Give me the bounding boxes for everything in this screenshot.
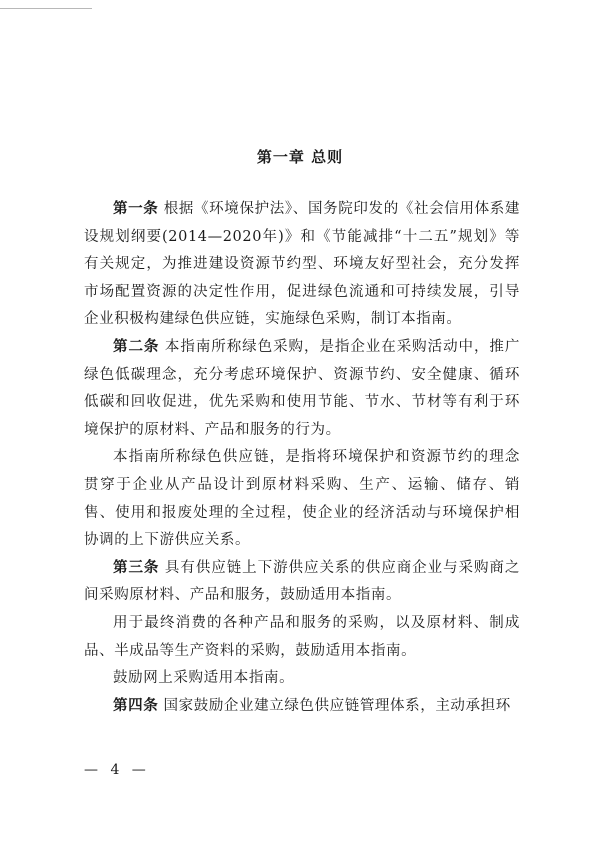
chapter-title: 第一章 总则 [256,148,344,166]
body-text [84,196,520,720]
paragraph-article-2 [84,334,520,444]
paragraph-article-3-cont-1 [84,610,520,665]
paragraph-article-1 [84,196,520,334]
paragraph-text: 根据《环境保护法》、国务院印发的《社会信用体系建设规划纲要(2014—2020年)》和《节能减排“十二五”规划》等有关规定，为推进建设资源节约型、环境友好型社会，充分发挥市场配置资源的决定性作用，促进绿色流通和可持续发展，引导企业积极构建绿色供应链，实施绿色采购，制订本指南。 [84,201,520,328]
top-rule [0,8,92,9]
paragraph-text: 具有供应链上下游供应关系的供应商企业与采购商之间采购原材料、产品和服务，鼓励适用本指南。 [84,559,520,604]
paragraph-article-3-cont-2 [84,665,520,693]
paragraph-text: 国家鼓励企业建立绿色供应链管理体系，主动承担环 [158,697,511,714]
paragraph-article-2-cont [84,444,520,554]
paragraph-text: 用于最终消费的各种产品和服务的采购，以及原材料、制成品、半成品等生产资料的采购，鼓励适用本指南。 [84,614,520,659]
paragraph-text: 鼓励网上采购适用本指南。 [113,670,295,687]
article-heading: 第二条 [113,338,160,355]
paragraph-article-4 [84,693,520,721]
page-number: — 4 — [84,762,150,778]
paragraph-article-3 [84,555,520,610]
paragraph-text: 本指南所称绿色供应链，是指将环境保护和资源节约的理念贯穿于企业从产品设计到原材料采购、生产、运输、储存、销售、使用和报废处理的全过程，使企业的经济活动与环境保护相协调的上下游供应关系。 [84,449,520,549]
article-heading: 第一条 [113,201,159,217]
paragraph-text: 本指南所称绿色采购，是指企业在采购活动中，推广绿色低碳理念，充分考虑环境保护、资源节约、安全健康、循环低碳和回收促进，优先采购和使用节能、节水、节材等有利于环境保护的原材料、产品和服务的行为。 [84,338,520,438]
article-heading: 第四条 [113,697,159,714]
article-heading: 第三条 [113,559,160,576]
